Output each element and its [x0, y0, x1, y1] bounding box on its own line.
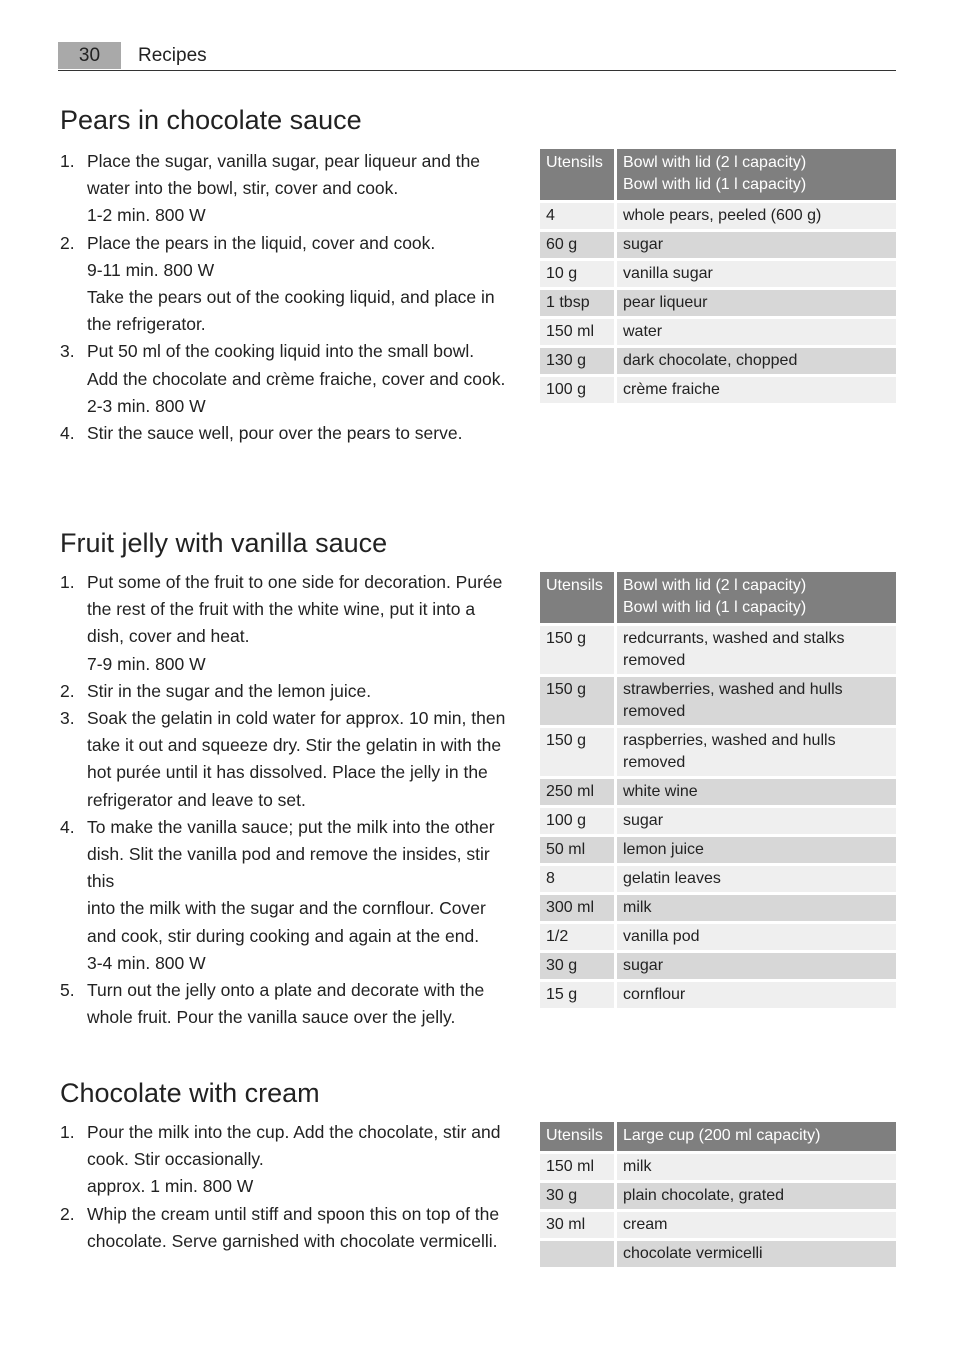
ingredient-name: white wine: [617, 779, 896, 808]
ingredient-quantity: 30 g: [540, 953, 617, 982]
ingredient-row: [540, 866, 896, 895]
step-text-line: Put some of the fruit to one side for decoration. Purée: [87, 572, 503, 592]
ingredient-quantity: 30 g: [540, 1183, 617, 1212]
utensils-list: [617, 149, 896, 203]
ingredient-quantity: 4: [540, 203, 617, 232]
ingredient-name: crème fraiche: [617, 377, 896, 406]
step-text-line: chocolate. Serve garnished with chocolate vermicelli.: [87, 1230, 498, 1251]
step-text-line: dish. Slit the vanilla pod and remove the insides, stir this: [87, 844, 490, 892]
step-text-line: the refrigerator.: [87, 314, 206, 335]
ingredient-row: [540, 953, 896, 982]
ingredient-quantity: 100 g: [540, 377, 617, 406]
ingredient-row: [540, 261, 896, 290]
ingredient-name: pear liqueur: [617, 290, 896, 319]
step-text-line: Put 50 ml of the cooking liquid into the small bowl.: [87, 341, 475, 362]
step-text-line: Place the pears in the liquid, cover and cook.: [87, 232, 436, 253]
ingredient-name: raspberries, washed and hulls removed: [617, 728, 896, 779]
step-text-line: hot purée until it has dissolved. Place the jelly in the: [87, 762, 488, 783]
ingredient-row: [540, 779, 896, 808]
ingredient-quantity: 30 ml: [540, 1212, 617, 1241]
ingredient-quantity: 150 ml: [540, 1154, 617, 1183]
step-text-line: take it out and squeeze dry. Stir the gelatin in with the: [87, 735, 502, 756]
ingredient-name: cornflour: [617, 982, 896, 1011]
ingredient-quantity: 150 g: [540, 677, 617, 728]
step-text-line: the rest of the fruit with the white wine, put it into a: [87, 599, 476, 620]
ingredient-name: sugar: [617, 808, 896, 837]
step-text-line: whole fruit. Pour the vanilla sauce over the jelly.: [87, 1007, 456, 1028]
step-text-line: 9-11 min. 800 W: [87, 259, 215, 280]
ingredient-name: strawberries, washed and hulls removed: [617, 677, 896, 728]
ingredient-row: [540, 895, 896, 924]
ingredient-quantity: 150 g: [540, 626, 617, 677]
step-text-line: Pour the milk into the cup. Add the chocolate, stir and: [87, 1122, 501, 1142]
ingredient-row: [540, 982, 896, 1011]
step-text-line: Add the chocolate and crème fraiche, cover and cook.: [87, 368, 506, 389]
recipe-step: [60, 569, 518, 678]
ingredient-row: [540, 319, 896, 348]
ingredient-quantity: 1 tbsp: [540, 290, 617, 319]
step-number: 3.: [60, 341, 75, 362]
ingredient-name: chocolate vermicelli: [617, 1241, 896, 1270]
ingredient-row: [540, 808, 896, 837]
step-number: 1.: [60, 1122, 75, 1142]
ingredient-name: gelatin leaves: [617, 866, 896, 895]
ingredient-name: whole pears, peeled (600 g): [617, 203, 896, 232]
step-text-line: Place the sugar, vanilla sugar, pear liqueur and the: [87, 151, 481, 171]
step-text-line: water into the bowl, stir, cover and cook.: [87, 178, 399, 199]
utensil-item: Bowl with lid (1 l capacity): [623, 599, 807, 616]
step-text-line: and cook, stir during cooking and again at the end.: [87, 925, 480, 946]
ingredient-quantity: 150 ml: [540, 319, 617, 348]
ingredient-row: [540, 626, 896, 677]
step-number: 2.: [60, 232, 75, 253]
utensils-list: [617, 572, 896, 626]
recipe-title: Fruit jelly with vanilla sauce: [60, 528, 388, 558]
step-number: 4.: [60, 423, 75, 444]
step-text-line: 7-9 min. 800 W: [87, 653, 206, 674]
ingredient-row: [540, 1241, 896, 1270]
step-text-line: 1-2 min. 800 W: [87, 205, 206, 226]
step-text-line: Stir in the sugar and the lemon juice.: [87, 680, 372, 701]
step-text-line: approx. 1 min. 800 W: [87, 1176, 254, 1197]
ingredient-name: milk: [617, 895, 896, 924]
step-number: 3.: [60, 708, 75, 729]
ingredient-name: lemon juice: [617, 837, 896, 866]
step-number: 2.: [60, 680, 75, 701]
ingredient-row: [540, 203, 896, 232]
step-text-line: Turn out the jelly onto a plate and decorate with the: [87, 980, 485, 1001]
recipe-steps: [60, 148, 518, 447]
ingredient-row: [540, 1212, 896, 1241]
ingredient-name: plain chocolate, grated: [617, 1183, 896, 1212]
utensils-label: Utensils: [540, 572, 617, 626]
ingredient-quantity: 10 g: [540, 261, 617, 290]
section-name: Recipes: [138, 45, 207, 66]
step-number: 1.: [60, 151, 75, 171]
ingredient-quantity: 50 ml: [540, 837, 617, 866]
step-text-line: refrigerator and leave to set.: [87, 789, 306, 810]
recipe-title: Chocolate with cream: [60, 1078, 320, 1108]
ingredient-name: vanilla sugar: [617, 261, 896, 290]
ingredient-quantity: [540, 1241, 617, 1270]
recipe-title: Pears in chocolate sauce: [60, 105, 362, 135]
ingredient-name: sugar: [617, 232, 896, 261]
ingredient-row: [540, 348, 896, 377]
recipe-pears: [60, 104, 896, 444]
recipe-step: [60, 678, 518, 705]
recipe-fruit-jelly: [60, 527, 896, 1028]
ingredient-name: milk: [617, 1154, 896, 1183]
step-number: 2.: [60, 1203, 75, 1224]
ingredient-row: [540, 1154, 896, 1183]
utensil-item: Bowl with lid (2 l capacity): [623, 154, 807, 171]
recipe-step: [60, 1119, 518, 1201]
utensil-item: Large cup (200 ml capacity): [623, 1127, 821, 1144]
ingredient-name: water: [617, 319, 896, 348]
step-number: 5.: [60, 980, 75, 1001]
ingredient-row: [540, 728, 896, 779]
recipe-steps: [60, 569, 518, 1031]
step-text-line: dish, cover and heat.: [87, 626, 250, 647]
step-text-line: Stir the sauce well, pour over the pears to serve.: [87, 423, 463, 444]
ingredient-row: [540, 924, 896, 953]
ingredient-name: vanilla pod: [617, 924, 896, 953]
recipe-steps: [60, 1119, 518, 1255]
step-text-line: cook. Stir occasionally.: [87, 1149, 264, 1170]
ingredient-quantity: 300 ml: [540, 895, 617, 924]
step-number: 1.: [60, 572, 75, 592]
recipe-step: [60, 338, 518, 420]
step-text-line: 3-4 min. 800 W: [87, 952, 206, 973]
step-text-line: into the milk with the sugar and the cornflour. Cover: [87, 898, 486, 919]
page-number: 30: [58, 42, 121, 69]
recipe-step: [60, 230, 518, 339]
ingredient-row: [540, 1183, 896, 1212]
ingredient-row: [540, 677, 896, 728]
ingredient-row: [540, 232, 896, 261]
step-text-line: To make the vanilla sauce; put the milk into the other: [87, 816, 495, 837]
recipe-step: [60, 148, 518, 230]
step-number: 4.: [60, 816, 75, 837]
recipe-step: [60, 420, 518, 447]
ingredient-name: cream: [617, 1212, 896, 1241]
ingredient-row: [540, 377, 896, 406]
utensil-item: Bowl with lid (2 l capacity): [623, 577, 807, 594]
ingredient-quantity: 250 ml: [540, 779, 617, 808]
ingredient-quantity: 100 g: [540, 808, 617, 837]
ingredient-quantity: 15 g: [540, 982, 617, 1011]
utensils-label: Utensils: [540, 1122, 617, 1154]
ingredient-name: sugar: [617, 953, 896, 982]
utensils-label: Utensils: [540, 149, 617, 203]
recipe-step: [60, 1201, 518, 1255]
ingredient-quantity: 60 g: [540, 232, 617, 261]
ingredient-name: dark chocolate, chopped: [617, 348, 896, 377]
recipe-step: [60, 705, 518, 814]
recipe-step: [60, 977, 518, 1031]
page-header: [58, 38, 896, 71]
step-text-line: Whip the cream until stiff and spoon this on top of the: [87, 1203, 500, 1224]
step-text-line: Take the pears out of the cooking liquid, and place in: [87, 287, 495, 308]
ingredients-table: [540, 149, 896, 406]
utensils-list: [617, 1122, 896, 1154]
ingredient-quantity: 130 g: [540, 348, 617, 377]
ingredient-quantity: 150 g: [540, 728, 617, 779]
step-text-line: Soak the gelatin in cold water for approx. 10 min, then: [87, 708, 506, 729]
ingredient-row: [540, 290, 896, 319]
step-text-line: 2-3 min. 800 W: [87, 395, 206, 416]
utensil-item: Bowl with lid (1 l capacity): [623, 176, 807, 193]
ingredient-quantity: 8: [540, 866, 617, 895]
ingredients-table: [540, 1122, 896, 1270]
ingredient-name: redcurrants, washed and stalks removed: [617, 626, 896, 677]
ingredient-quantity: 1/2: [540, 924, 617, 953]
ingredients-table: [540, 572, 896, 1011]
recipe-chocolate-cream: [60, 1077, 896, 1262]
recipe-step: [60, 814, 518, 977]
ingredient-row: [540, 837, 896, 866]
